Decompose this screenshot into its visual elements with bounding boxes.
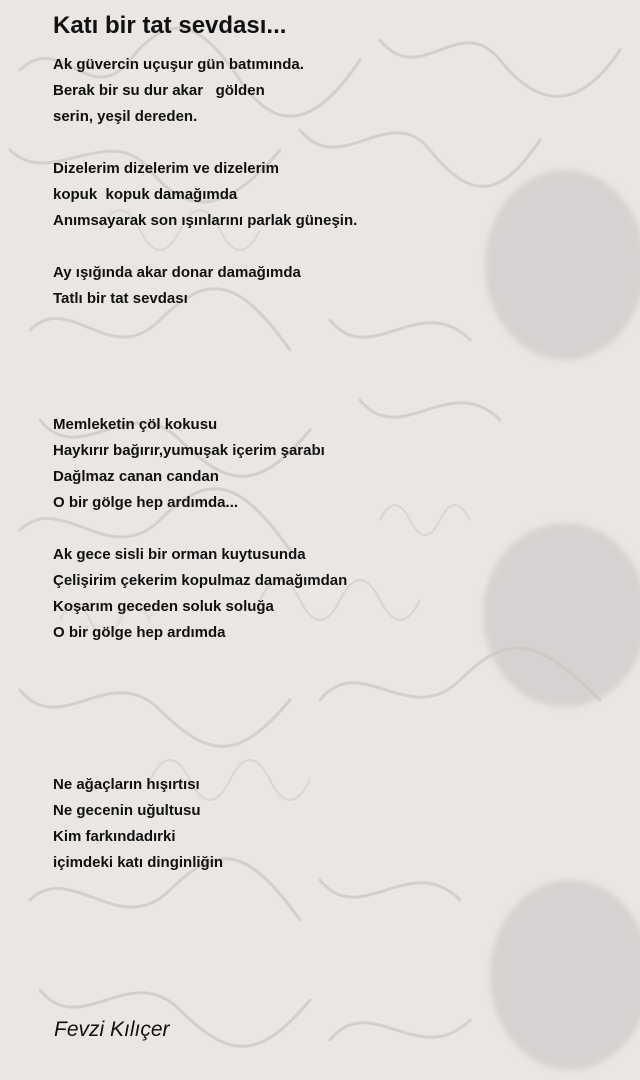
- stanza-6: [53, 772, 223, 876]
- stanza-2: [53, 156, 357, 234]
- poem-line: Berak bir su dur akar gölden: [53, 82, 265, 99]
- poem-line: kopuk kopuk damağımda: [53, 186, 238, 203]
- stanza-1: [53, 52, 304, 130]
- poem-line: Memleketin çöl kokusu: [53, 416, 218, 433]
- poem-line: O bir gölge hep ardımda: [53, 624, 226, 641]
- poem-line: Dizelerim dizelerim ve dizelerim: [53, 160, 279, 177]
- poem-line: Koşarım geceden soluk soluğa: [53, 598, 274, 615]
- poem-line: serin, yeşil dereden.: [53, 108, 198, 125]
- stanza-3: [53, 260, 301, 312]
- poem-author: Fevzi Kılıçer: [54, 1018, 170, 1041]
- poem-line: Çelişirim çekerim kopulmaz damağımdan: [53, 572, 348, 589]
- poem-line: içimdeki katı dinginliğin: [53, 854, 224, 871]
- poem-line: Tatlı bir tat sevdası: [53, 290, 188, 307]
- poem-title: Katı bir tat sevdası...: [53, 12, 287, 39]
- poem-line: Ak gece sisli bir orman kuytusunda: [53, 546, 306, 563]
- stanza-4: [53, 412, 325, 516]
- poem-line: O bir gölge hep ardımda...: [53, 494, 239, 511]
- poem-line: Ne gecenin uğultusu: [53, 802, 201, 819]
- poem-line: Ak güvercin uçuşur gün batımında.: [53, 56, 304, 73]
- poem-line: Ay ışığında akar donar damağımda: [53, 264, 301, 281]
- poem-line: Haykırır bağırır,yumuşak içerim şarabı: [53, 442, 325, 459]
- poem-line: Anımsayarak son ışınlarını parlak güneşin.: [53, 212, 358, 229]
- poem-line: Ne ağaçların hışırtısı: [53, 776, 200, 793]
- poem-line: Dağlmaz canan candan: [53, 468, 219, 485]
- stanza-5: [53, 542, 347, 646]
- poem-line: Kim farkındadırki: [53, 828, 176, 845]
